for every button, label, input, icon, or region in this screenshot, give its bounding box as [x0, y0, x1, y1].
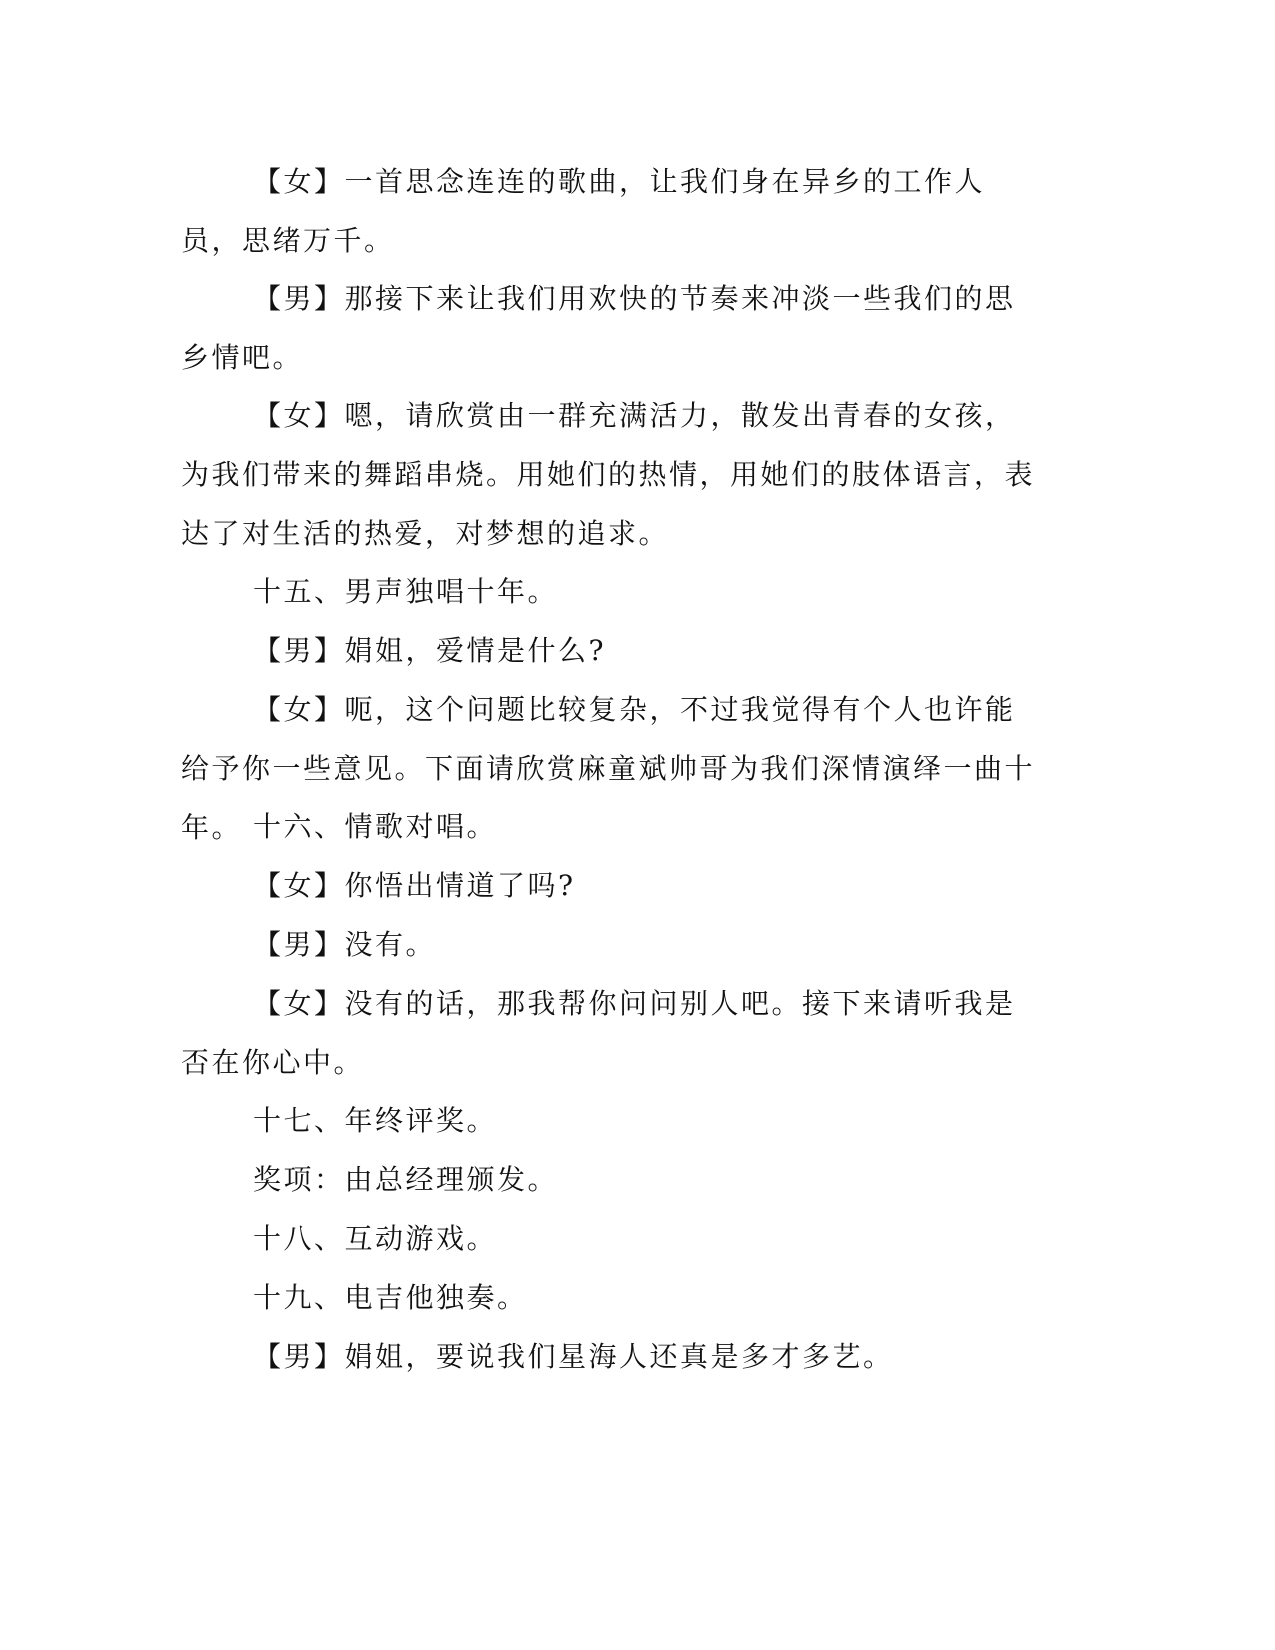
- section-18-heading: 十八、互动游戏。: [253, 1222, 498, 1255]
- paragraph-awards: 奖项：由总经理颁发。: [253, 1163, 559, 1196]
- paragraph-female-dance-medley: 【女】嗯，请欣赏由一群充满活力，散发出青春的女孩，为我们带来的舞蹈串烧。用她们的热情，用她们的肢体语言，表达了对生活的热爱，对梦想的追求。: [181, 399, 1036, 550]
- section-16-heading: 十六、情歌对唱。: [253, 810, 498, 843]
- paragraph-male-talented: 【男】娟姐，要说我们星海人还真是多才多艺。: [253, 1340, 894, 1373]
- paragraph-female-song-thoughts: 【女】一首思念连连的歌曲，让我们身在异乡的工作人员，思绪万千。: [181, 165, 986, 257]
- paragraph-female-question: 【女】你悟出情道了吗?: [253, 869, 576, 902]
- paragraph-male-happy-rhythm: 【男】那接下来让我们用欢快的节奏来冲淡一些我们的思乡情吧。: [181, 282, 1016, 374]
- section-17-heading: 十七、年终评奖。: [253, 1104, 498, 1137]
- paragraph-male-what-is-love: 【男】娟姐，爱情是什么?: [253, 634, 607, 667]
- paragraph-female-ten-years-intro: 【女】呃，这个问题比较复杂，不过我觉得有个人也许能给予你一些意见。下面请欣赏麻童斌帅哥为我们深情演绎一曲十年。: [181, 693, 1036, 844]
- paragraph-male-answer: 【男】没有。: [253, 928, 437, 961]
- paragraph-female-next-song: 【女】没有的话，那我帮你问问别人吧。接下来请听我是否在你心中。: [181, 987, 1016, 1079]
- section-19-heading: 十九、电吉他独奏。: [253, 1281, 528, 1314]
- section-15-heading: 十五、男声独唱十年。: [253, 575, 559, 608]
